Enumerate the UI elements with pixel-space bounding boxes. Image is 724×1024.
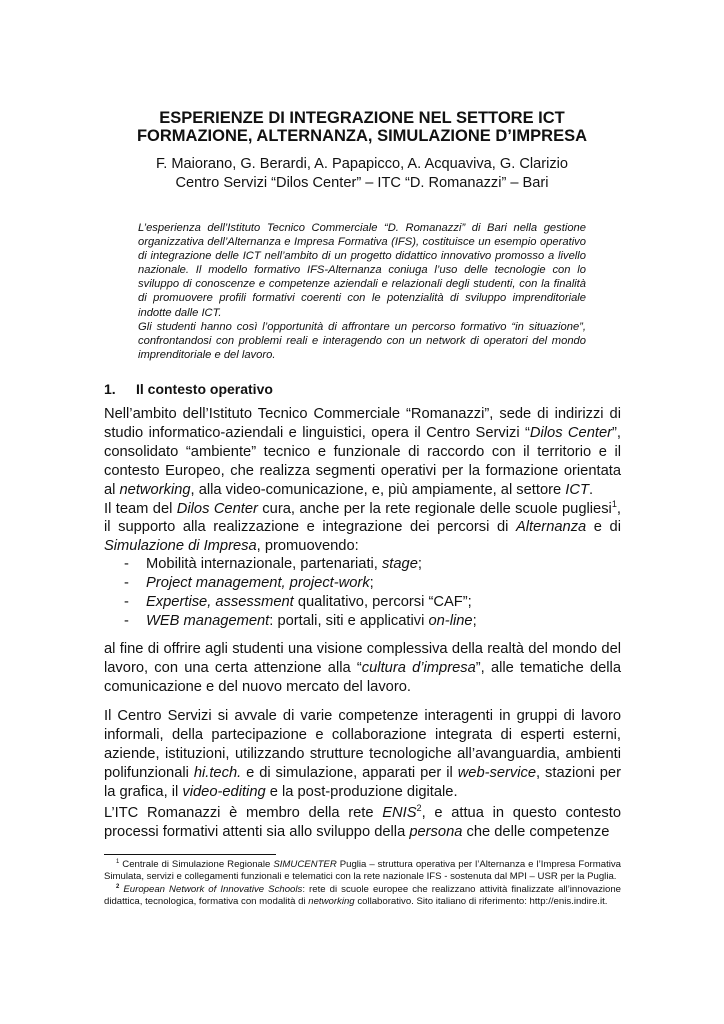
section-heading [104, 380, 273, 398]
text-run: ; [472, 613, 477, 629]
text-run: Il Centro Servizi si avvale di varie competenze interagenti in gruppi di lavoro informali, della partecipazione e collaborazione integrata di esperti esterni, aziende, istituzioni, utilizzando strutture tecnologiche all’avanguardia, ambienti polifunzionali [104, 708, 621, 781]
authors: F. Maiorano, G. Berardi, A. Papapicco, A. Acquaviva, G. Clarizio [155, 156, 569, 172]
text-emphasis: on-line [428, 613, 473, 629]
section-title: Il contesto operativo [136, 381, 273, 397]
text-run: Centrale di Simulazione Regionale [119, 859, 274, 870]
paragraph-services [104, 707, 621, 802]
footnote-mark: 2 [116, 883, 120, 890]
text-run: e la post-produzione digitale. [265, 783, 458, 800]
list-item [104, 612, 621, 631]
text-run: qualitativo, percorsi “CAF”; [293, 594, 472, 610]
text-run: ”, consolidato “ambiente” tecnico e funzionale di raccordo con il territorio e il contesto Europeo, che realizza segmenti operativi per la formazione orientata al [104, 424, 621, 498]
footnote-2 [104, 884, 621, 909]
text-emphasis: persona [409, 823, 463, 840]
text-emphasis: web-service [457, 764, 537, 781]
text-run: ; [369, 575, 374, 591]
abstract [138, 221, 586, 362]
text-emphasis: Expertise, assessment [146, 594, 294, 610]
title-line-1: ESPERIENZE DI INTEGRAZIONE NEL SETTORE ICT [159, 109, 565, 127]
text-run: cura, anche per la rete regionale delle scuole pugliesi [257, 500, 612, 517]
paragraph-text [104, 640, 621, 697]
text-run: . [588, 481, 594, 498]
text-emphasis: hi.tech. [193, 764, 242, 781]
paragraph-team [104, 500, 621, 557]
paragraph-aim [104, 640, 621, 697]
affiliation: Centro Servizi “Dilos Center” – ITC “D. Romanazzi” – Bari [175, 175, 549, 191]
footnote-ref-2[interactable]: 2 [416, 803, 422, 814]
text-run: L’ITC Romanazzi è membro della rete [104, 805, 383, 821]
list-item [104, 555, 621, 574]
section-body-intro [104, 405, 621, 556]
text-run: che delle competenze [462, 823, 610, 840]
text-emphasis: ENIS [382, 805, 417, 821]
footnote-1 [104, 859, 621, 884]
text-run: Nell’ambito dell’Istituto Tecnico Commerciale “Romanazzi”, sede di indirizzi di studio informatico-aziendali e linguistici, opera il Centro Servizi “ [104, 406, 621, 441]
text-emphasis: SIMUCENTER [273, 859, 337, 870]
list-dash: - [124, 575, 129, 591]
text-run: e di simulazione, apparati per il [241, 764, 458, 781]
text-run: , alla video-comunicazione, e, più ampiamente, al settore [190, 481, 566, 498]
text-emphasis: Alternanza [516, 519, 587, 536]
list-dash: - [124, 613, 129, 629]
text-emphasis: Project management, project-work [146, 575, 370, 591]
text-run: , e attua in questo contesto processi formativi attenti sia allo sviluppo della [104, 805, 622, 840]
section-number: 1. [104, 381, 116, 397]
text-emphasis: stage [381, 556, 418, 572]
list-dash: - [124, 594, 129, 610]
text-emphasis: networking [119, 481, 191, 498]
text-run: , stazioni per la grafica, il [104, 764, 621, 800]
text-emphasis: Simulazione di Impresa [104, 538, 257, 555]
footnotes [104, 859, 621, 908]
text-run: ; [417, 556, 422, 572]
text-emphasis: European Network of Innovative Schools [123, 883, 303, 895]
text-emphasis: video-editing [182, 783, 266, 800]
footnote-mark: 1 [116, 858, 120, 865]
list-dash: - [124, 556, 129, 572]
text-run: : portali, siti e applicativi [269, 613, 429, 629]
text-run: Mobilità internazionale, partenariati, [146, 556, 382, 572]
text-emphasis: Dilos Center [529, 424, 613, 441]
text-emphasis: ICT [565, 481, 589, 498]
text-run: collaborativo. Sito italiano di riferimento: http://enis.indire.it. [354, 895, 608, 907]
text-run: : rete di scuole europee che realizzano attività finalizzate all’innovazione didattica, tecnologica, formativa con modalità di [104, 883, 622, 907]
bullet-list [104, 555, 621, 631]
text-emphasis: Dilos Center [176, 500, 258, 517]
paragraph-enis [104, 804, 621, 842]
abstract-paragraph-1: L’esperienza dell’Istituto Tecnico Commerciale “D. Romanazzi” di Bari nella gestione organizzativa dell’Alternanza e Impresa Formativa (IFS), costituisce un esempio operativo di integrazione delle ICT nell’ambito di un progetto didattico innovativo promosso a livello nazionale. Il modello formativo IFS-Alternanza coniuga l’uso delle tecnologie con lo sviluppo di conoscenze e competenze aziendali e relazionali degli studenti, con la finalità di promuovere profili formativi coerenti con le potenzialità di sviluppo imprenditoriale indotte dalle ICT. [138, 222, 586, 319]
text-run: , il supporto alla realizzazione e integrazione dei percorsi di [104, 500, 621, 536]
footnote-ref-1[interactable]: 1 [611, 498, 617, 509]
text-run: , promuovendo: [256, 538, 359, 555]
list-item [104, 593, 621, 612]
text-run: Il team del [104, 500, 177, 517]
paragraph-text [104, 804, 621, 842]
text-run: e di [586, 519, 621, 536]
text-emphasis: networking [308, 895, 355, 907]
text-run: ”, alle tematiche della comunicazione e del nuovo mercato del lavoro. [104, 659, 621, 695]
title-line-2: FORMAZIONE, ALTERNANZA, SIMULAZIONE D’IMPRESA [136, 127, 588, 145]
abstract-paragraph-2: Gli studenti hanno così l’opportunità di affrontare un percorso formativo “in situazione”, confrontandosi con problemi reali e interagendo con un network di operatori del mondo imprenditoriale e del lavoro. [138, 320, 586, 361]
text-emphasis: cultura d’impresa [361, 659, 476, 676]
paragraph-context [104, 405, 621, 500]
text-run: Puglia – struttura operativa per l’Alternanza e l’Impresa Formativa Simulata, servizi e collegamenti funzionali e telematici con la rete nazionale IFS - sostenuta dal MPI – USR per la Puglia. [104, 859, 621, 883]
list-item [104, 574, 621, 593]
text-run: al fine di offrire agli studenti una visione complessiva della realtà del mondo del lavoro, con una certa attenzione alla “ [104, 641, 621, 676]
text-emphasis: WEB management [146, 613, 270, 629]
footnote-divider [104, 854, 276, 855]
paragraph-text [104, 707, 621, 802]
